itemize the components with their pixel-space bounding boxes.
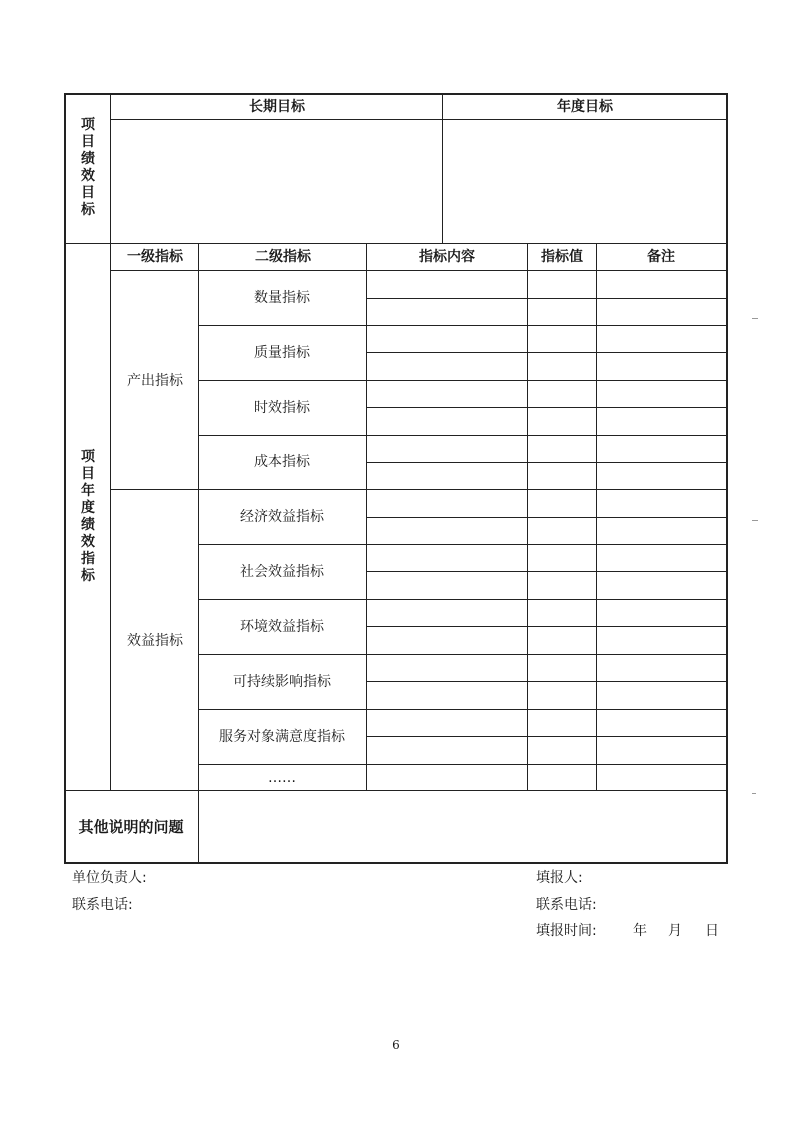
fill-time-label: 填报时间: (536, 923, 597, 939)
header-value: 指标值 (541, 249, 583, 265)
level2-ellipsis: …… (268, 770, 296, 786)
row-divider-2 (198, 380, 727, 381)
section2-bottom-divider (64, 790, 727, 791)
level2-cost: 成本指标 (254, 454, 310, 470)
section1-bottom-divider (64, 243, 727, 244)
row-divider-6 (198, 599, 727, 600)
year-label: 年 (633, 923, 647, 939)
scan-mark (752, 520, 758, 521)
row-divider-7 (198, 654, 727, 655)
indicator-header-divider (110, 270, 727, 271)
level1-benefit-indicators: 效益指标 (127, 633, 183, 649)
col-divider-level1 (198, 243, 199, 863)
long-term-goal-header: 长期目标 (249, 99, 305, 115)
level2-quality: 质量指标 (254, 345, 310, 361)
level2-timeliness: 时效指标 (254, 400, 310, 416)
subrow-divider (366, 571, 727, 572)
level2-quantity: 数量指标 (254, 290, 310, 306)
side-column-divider (110, 93, 111, 790)
header-content: 指标内容 (419, 249, 475, 265)
table-border-bottom (64, 862, 728, 864)
subrow-divider (366, 736, 727, 737)
level2-economic-benefit: 经济效益指标 (240, 509, 324, 525)
goals-header-divider (110, 119, 727, 120)
reporter-label: 填报人: (536, 870, 583, 886)
subrow-divider (366, 352, 727, 353)
level1-output-indicators: 产出指标 (127, 373, 183, 389)
day-label: 日 (705, 923, 719, 939)
row-divider-1 (198, 325, 727, 326)
row-divider-9 (198, 764, 727, 765)
table-border-right (726, 93, 728, 863)
side-label-goals: 项目绩效目标 (81, 117, 95, 218)
scan-mark (752, 793, 756, 794)
level2-social-benefit: 社会效益指标 (240, 564, 324, 580)
level1-group-divider (110, 489, 727, 490)
annual-goal-header: 年度目标 (557, 99, 613, 115)
unit-head-label: 单位负责人: (72, 870, 147, 886)
row-divider-8 (198, 709, 727, 710)
other-notes-label: 其他说明的问题 (78, 818, 184, 836)
subrow-divider (366, 681, 727, 682)
goals-column-divider (442, 93, 443, 243)
other-notes-field[interactable] (200, 792, 725, 861)
header-remark: 备注 (647, 249, 675, 265)
subrow-divider (366, 626, 727, 627)
subrow-divider (366, 298, 727, 299)
level2-service-satisfaction: 服务对象满意度指标 (219, 729, 345, 745)
subrow-divider (366, 462, 727, 463)
phone-left-label: 联系电话: (72, 897, 133, 913)
table-border-top (64, 93, 728, 95)
side-label-indicators: 项目年度绩效指标 (81, 449, 95, 584)
row-divider-5 (198, 544, 727, 545)
subrow-divider (366, 407, 727, 408)
level2-sustainable-impact: 可持续影响指标 (233, 674, 331, 690)
subrow-divider (366, 517, 727, 518)
annual-goal-field[interactable] (444, 121, 725, 242)
header-level1: 一级指标 (127, 249, 183, 265)
month-label: 月 (668, 923, 682, 939)
row-divider-3 (198, 435, 727, 436)
header-level2: 二级指标 (255, 249, 311, 265)
phone-right-label: 联系电话: (536, 897, 597, 913)
scan-mark (752, 318, 758, 319)
long-term-goal-field[interactable] (112, 121, 441, 242)
page-number: 6 (392, 1038, 400, 1052)
level2-environmental-benefit: 环境效益指标 (240, 619, 324, 635)
table-border-left (64, 93, 66, 863)
